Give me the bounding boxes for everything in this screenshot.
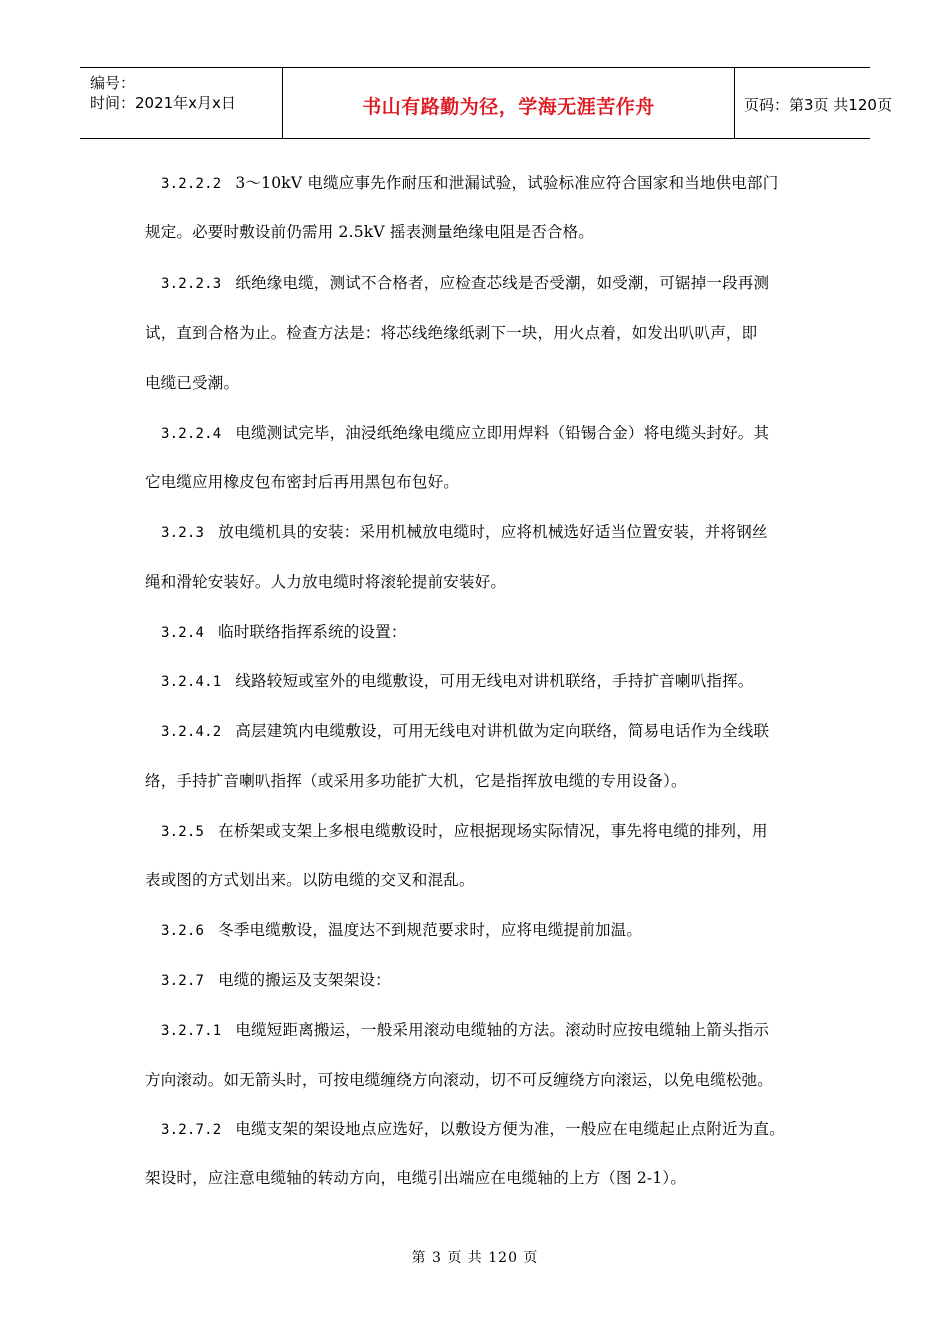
paragraph-line [161,918,642,940]
section-number: 3.2.2.2 [161,176,222,192]
paragraph-line [145,769,687,791]
header-motto: 书山有路勤为径，学海无涯苦作舟 [362,96,655,118]
paragraph-text: 电缆的搬运及支架架设： [218,971,391,989]
paragraph-line [145,1068,773,1090]
header-right-cell [734,68,892,138]
document-date-label: 时间：2021年x月x日 [90,94,236,112]
section-number: 3.2.7.2 [161,1122,222,1138]
paragraph-line [161,171,778,193]
section-number: 3.2.6 [161,923,205,939]
paragraph-line [145,220,594,242]
section-number: 3.2.4.2 [161,724,222,740]
paragraph-text: 放电缆机具的安装：采用机械放电缆时，应将机械选好适当位置安装，并将钢丝 [218,523,768,541]
paragraph-text: 络，手持扩音喇叭指挥（或采用多功能扩大机，它是指挥放电缆的专用设备）。 [145,772,687,790]
paragraph-line [161,421,769,443]
paragraph-line [145,470,459,492]
paragraph-line [145,1166,686,1188]
paragraph-text: 冬季电缆敷设，温度达不到规范要求时，应将电缆提前加温。 [218,921,643,939]
paragraph-line [161,620,407,642]
paragraph-text: 电缆短距离搬运，一般采用滚动电缆轴的方法。滚动时应按电缆轴上箭头指示 [235,1021,770,1039]
paragraph-text: 3～10kV 电缆应事先作耐压和泄漏试验，试验标准应符合国家和当地供电部门 [235,174,779,192]
paragraph-text: 纸绝缘电缆，测试不合格者，应检查芯线是否受潮，如受潮，可锯掉一段再测 [235,274,770,292]
paragraph-text: 架设时，应注意电缆轴的转动方向，电缆引出端应在电缆轴的上方（图 2-1）。 [145,1169,687,1187]
section-number: 3.2.2.4 [161,426,222,442]
paragraph-line [145,868,475,890]
paragraph-text: 试，直到合格为止。检查方法是：将芯线绝缘纸剥下一块，用火点着，如发出叭叭声，即 [145,324,758,342]
paragraph-text: 高层建筑内电缆敷设，可用无线电对讲机做为定向联络，简易电话作为全线联 [235,722,770,740]
paragraph-text: 绳和滑轮安装好。人力放电缆时将滚轮提前安装好。 [145,573,507,591]
section-number: 3.2.5 [161,824,205,840]
paragraph-line [161,819,768,841]
paragraph-line [161,271,769,293]
paragraph-text: 线路较短或室外的电缆敷设，可用无线电对讲机联络，手持扩音喇叭指挥。 [235,672,754,690]
paragraph-line [145,570,506,592]
paragraph-line [161,1117,785,1139]
paragraph-text: 规定。必要时敷设前仍需用 2.5kV 摇表测量绝缘电阻是否合格。 [145,223,594,241]
section-number: 3.2.7 [161,973,205,989]
document-number-label: 编号： [90,74,136,92]
page-footer: 第 3 页 共 120 页 [411,1250,539,1266]
paragraph-line [145,321,757,343]
header-left-cell [80,68,281,138]
paragraph-text: 表或图的方式划出来。以防电缆的交叉和混乱。 [145,871,475,889]
paragraph-line [145,371,239,393]
header-center-cell [282,68,735,138]
paragraph-line [161,719,769,741]
paragraph-text: 临时联络指挥系统的设置： [218,623,407,641]
section-number: 3.2.4 [161,625,205,641]
section-number: 3.2.3 [161,525,205,541]
paragraph-line [161,669,754,691]
header-page-label: 页码：第3页 共120页 [744,96,892,114]
paragraph-line [161,1018,769,1040]
paragraph-text: 方向滚动。如无箭头时，可按电缆缠绕方向滚动，切不可反缠绕方向滚运，以免电缆松弛。 [145,1071,774,1089]
paragraph-text: 电缆测试完毕，油浸纸绝缘电缆应立即用焊料（铅锡合金）将电缆头封好。其 [235,424,770,442]
paragraph-text: 在桥架或支架上多根电缆敷设时，应根据现场实际情况，事先将电缆的排列，用 [218,822,768,840]
paragraph-text: 电缆已受潮。 [145,374,240,392]
paragraph-text: 电缆支架的架设地点应选好，以敷设方便为准，一般应在电缆起止点附近为直。 [235,1120,785,1138]
section-number: 3.2.2.3 [161,276,222,292]
section-number: 3.2.7.1 [161,1023,222,1039]
paragraph-text: 它电缆应用橡皮包布密封后再用黑包布包好。 [145,473,460,491]
paragraph-line [161,520,768,542]
page-header [80,67,892,139]
section-number: 3.2.4.1 [161,674,222,690]
paragraph-line [161,968,391,990]
